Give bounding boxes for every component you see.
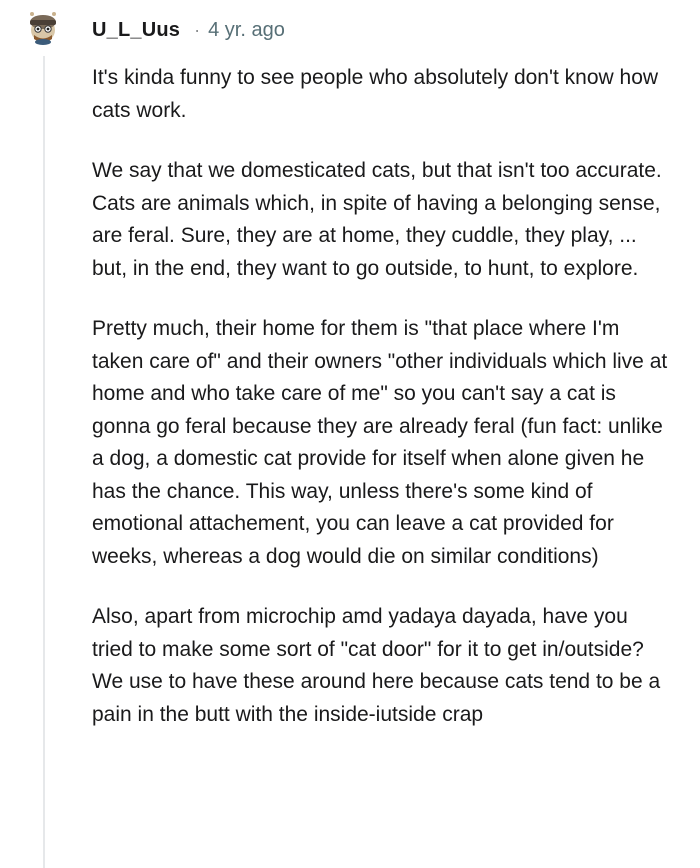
comment-paragraph: Also, apart from microchip amd yadaya dayada, have you tried to make some sort of "cat door" for it to get in/outside? We use to have these around here because cats tend to be a pain in the butt with the inside-iutside crap: [92, 605, 661, 726]
snoo-avatar-icon: [24, 8, 62, 46]
comment-paragraph: We say that we domesticated cats, but that isn't too accurate. Cats are animals which, in spite of having a belonging sense, are feral. Sure, they are at home, they cuddle, they play, ... but, in the end, they want to go outside, to hunt, to explore.: [92, 159, 662, 280]
comment-body: [92, 62, 672, 731]
user-avatar[interactable]: [24, 8, 62, 46]
comment-timestamp[interactable]: 4 yr. ago: [208, 18, 285, 41]
comment-header: [92, 14, 285, 46]
thread-line[interactable]: [43, 56, 45, 868]
comment-paragraph: It's kinda funny to see people who absolutely don't know how cats work.: [92, 66, 659, 122]
username-link[interactable]: U_L_Uus: [92, 18, 181, 41]
comment-paragraph: Pretty much, their home for them is "that place where I'm taken care of" and their owners "other individuals which live at home and who take care of me" so you can't say a cat is gonna go feral because they are already feral (fun fact: unlike a dog, a domestic cat provide for itself when alone given he has the chance. This way, unless there's some kind of emotional attachement, you can leave a cat provided for weeks, whereas a dog would die on similar conditions): [92, 317, 668, 568]
meta-separator: ·: [194, 19, 201, 40]
